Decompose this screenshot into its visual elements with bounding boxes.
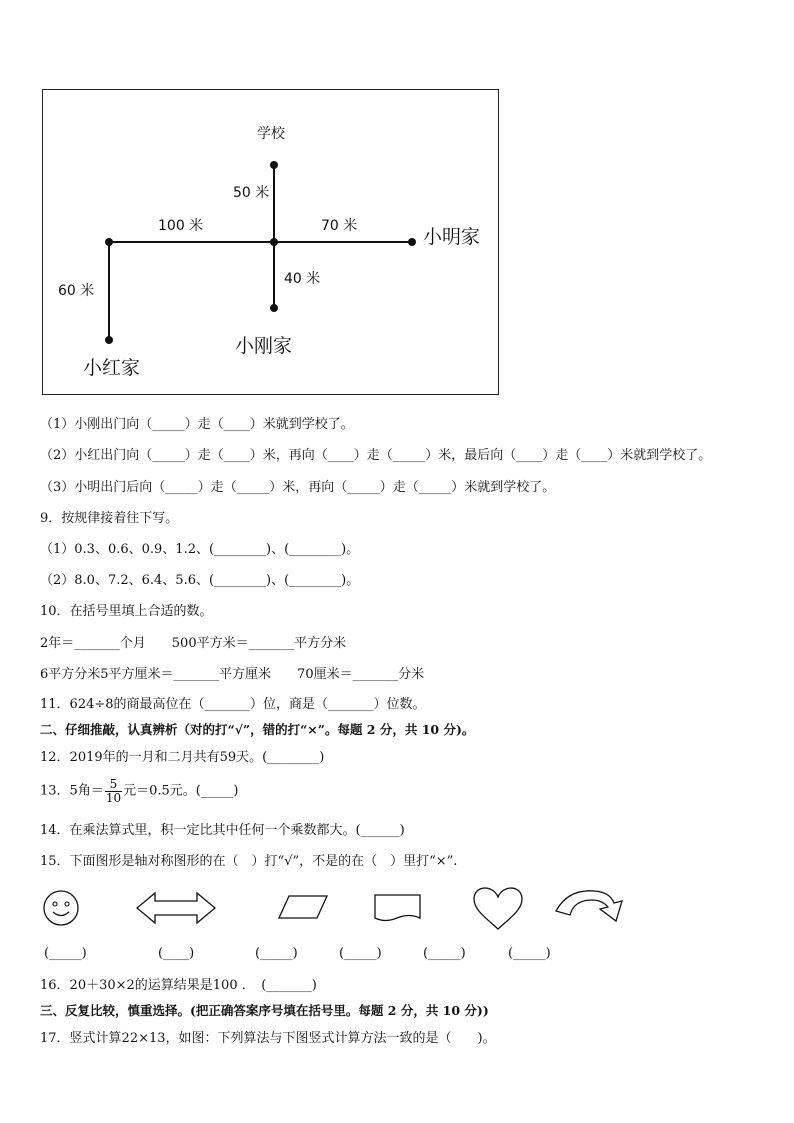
- q16: 16．20＋30×2的运算结果是100 ． (_______): [40, 978, 317, 993]
- q10-row2: 6平方分米5平方厘米＝_______平方厘米 70厘米＝_______分米: [40, 667, 425, 682]
- xiaoming-home-label: 小明家: [423, 226, 481, 248]
- fraction-5-10: [105, 778, 122, 804]
- q13-suffix: 元＝0.5元。(_____): [123, 783, 239, 799]
- q9-part2: （2）8.0、7.2、6.4、5.6、(________)、(________)。: [40, 573, 360, 588]
- q11: 11．624÷8的商最高位在（_______）位，商是（_______）位数。: [40, 697, 426, 712]
- xiaogang-home-label: 小刚家: [235, 335, 293, 357]
- fraction-numerator: 5: [105, 778, 122, 792]
- distance-40-label: 40 米: [284, 271, 321, 287]
- answer-blank-4[interactable]: (_____): [339, 946, 382, 961]
- school-point: [270, 161, 278, 169]
- q10-row1: 2年＝_______个月 500平方米＝_______平方分米: [40, 636, 347, 651]
- answer-blank-2[interactable]: (____): [158, 946, 195, 961]
- crossroad-point: [270, 238, 278, 246]
- smiley-face-icon: [40, 888, 84, 928]
- answer-blank-3[interactable]: (_____): [255, 946, 298, 961]
- q8-part3: （3）小明出门后向（_____）走（_____）米，再向（_____）走（_____）米就到学校了。: [40, 480, 556, 495]
- distance-100-label: 100 米: [158, 218, 204, 234]
- school-label: 学校: [257, 126, 285, 142]
- q14: 14．在乘法算式里，积一定比其中任何一个乘数都大。(______): [40, 823, 405, 838]
- q10-title: 10．在括号里填上合适的数。: [40, 604, 213, 619]
- q9-part1: （1）0.3、0.6、0.9、1.2、(________)、(________)。: [40, 542, 360, 557]
- section-2-heading: 二、仔细推敲，认真辨析（对的打“√”，错的打“×”。每题 2 分，共 10 分)。: [40, 722, 475, 737]
- curved-arrow-icon: [552, 887, 632, 927]
- q13: [40, 778, 238, 804]
- xiaohong-home-point: [105, 336, 113, 344]
- q15: 15．下面图形是轴对称图形的在（ ）打“√”，不是的在（ ）里打“×”.: [40, 854, 458, 869]
- distance-60-label: 60 米: [58, 283, 95, 299]
- xiaohong-home-label: 小红家: [83, 357, 141, 379]
- heart-icon: [472, 886, 524, 932]
- q8-part1: （1）小刚出门向（_____）走（____）米就到学校了。: [40, 417, 354, 432]
- parallelogram-icon: [277, 893, 329, 921]
- q9-title: 9．按规律接着往下写。: [40, 511, 179, 526]
- q12: 12．2019年的一月和二月共有59天。(________): [40, 750, 325, 765]
- wavy-rectangle-icon: [373, 892, 423, 924]
- distance-70-label: 70 米: [321, 218, 358, 234]
- distance-50-label: 50 米: [233, 185, 270, 201]
- q13-prefix: 13．5角＝: [40, 783, 104, 799]
- corner-point: [105, 238, 113, 246]
- section-3-heading: 三、反复比较，慎重选择。(把正确答案序号填在括号里。每题 2 分，共 10 分)): [40, 1003, 489, 1018]
- q8-part2: （2）小红出门向（_____）走（____）米，再向（____）走（_____）米，最后向（____）走（____）米就到学校了。: [40, 448, 712, 463]
- answer-blank-6[interactable]: (_____): [508, 946, 551, 961]
- route-map: [42, 89, 499, 395]
- xiaoming-home-point: [408, 238, 416, 246]
- double-arrow-icon: [135, 890, 217, 926]
- xiaogang-home-point: [270, 304, 278, 312]
- q17: 17．竖式计算22×13，如图：下列算法与下图竖式计算方法一致的是（ )。: [40, 1031, 496, 1046]
- answer-blank-5[interactable]: (_____): [423, 946, 466, 961]
- answer-blank-1[interactable]: (_____): [44, 946, 87, 961]
- fraction-denominator: 10: [105, 790, 122, 805]
